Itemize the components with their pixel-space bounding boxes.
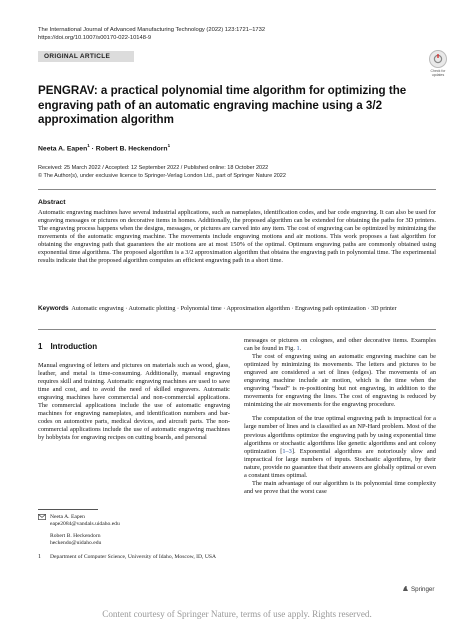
author-name[interactable]: Neeta A. Eapen: [38, 145, 88, 153]
publication-dates: [38, 164, 286, 180]
check-updates-button[interactable]: [426, 50, 450, 77]
paragraph-text: .: [299, 345, 302, 353]
contact-name: Robert B. Heckendorn: [50, 532, 101, 539]
journal-header: [38, 26, 265, 42]
section-number: 1: [38, 342, 43, 351]
doi-link[interactable]: https://doi.org/10.1007/s00170-022-10148-9: [38, 35, 152, 41]
springer-horse-icon: [402, 585, 409, 594]
affiliation-text: Department of Computer Science, University of Idaho, Moscow, ID, USA: [50, 553, 217, 560]
author-list: [38, 143, 170, 152]
check-updates-icon: [429, 50, 447, 68]
paragraph: [244, 337, 436, 353]
affiliation-block: [38, 554, 228, 561]
figure-link[interactable]: 1: [296, 345, 300, 353]
section-title: Introduction: [50, 342, 98, 351]
paragraph: The cost of engraving using an automatic engraving machine can be optimized by minimizing its movements. The letters and pictures to be engraved are considered a set of lines (edges). The movements of an engraving machine include air motion, which is the time when the engraving “head” is re-positioning but not engraving, in addition to the movements for engraving the lines. The cost of engraving is reduced by minimizing the air movements for the engraving procedure.: [244, 353, 436, 409]
affiliation-number: 1: [38, 553, 41, 560]
left-column: [38, 362, 230, 442]
paragraph-text: The computation of the true optimal engraving path is impractical for a large number of lines and is classified as an NP-Hard problem. Most of the previous algorithms optimize the engraving path by using exponential time algorithms or stochastic algorithms like genetic algorithms and ant colony optimization [: [244, 415, 436, 455]
affiliation-marker: 1: [87, 143, 90, 148]
right-column: [244, 337, 436, 496]
keywords: [38, 305, 436, 313]
keywords-text: Automatic engraving · Automatic plotting · Polynomial time · Approximation algorithm · Engraving path optimization · 3D printer: [71, 305, 397, 312]
abstract-heading: Abstract: [38, 199, 66, 206]
contact-block: [38, 514, 228, 548]
publisher-logo: [402, 585, 434, 594]
keywords-label: Keywords: [38, 305, 69, 312]
paragraph-text: messages or pictures on colognes, and other decorative items. Examples can be found in Fig.: [244, 337, 436, 353]
divider: [38, 189, 436, 190]
author-separator: ·: [89, 145, 96, 153]
contact-name: Neeta A. Eapen: [50, 514, 85, 520]
abstract-text: Automatic engraving machines have several industrial applications, such as nameplates, identification codes, and bar code engraving. It can also be used for engraving messages or pictures on decorative items in homes. Additionally, the proposed algorithm can be extended for obtaining the paths for 3D printers. The engraving process happens when the designs, messages, or pictures are carved into any item. The cost of engraving can be optimized by minimizing the movements of the automatic engraving machine. The movements include engraving motions and air motions. This work proposes a fast algorithm for obtaining the engraving path that guarantees the air motions are at most 150% of the optimal. Optimum engraving paths are commonly obtained using exponential time algorithms. The proposed algorithm is a 3/2 approximation algorithm that obtains the engraving path in polynomial time. The experimental results indicate that the proposed algorithm computes an efficient engraving path in a short time.: [38, 209, 436, 265]
reference-link[interactable]: 1–3: [282, 447, 292, 455]
paragraph-text: ]. Exponential algorithms are notoriously slow and impractical for large numbers of inputs. Stochastic algorithms, by their nature, provide no guarantee that their answers are globally optimal or even a constant times optimal.: [244, 447, 437, 479]
affiliation-marker: 1: [167, 143, 171, 148]
publisher-name: Springer: [411, 586, 435, 593]
courtesy-notice: Content courtesy of Springer Nature, terms of use apply. Rights reserved.: [102, 609, 372, 619]
contact-email[interactable]: heckendo@uidaho.edu: [50, 540, 102, 547]
journal-citation: The International Journal of Advanced Manufacturing Technology (2022) 123:1721–1732: [38, 27, 266, 33]
paragraph: Manual engraving of letters and pictures on materials such as wood, glass, leather, and metal is time-consuming. Additionally, manual engraving requires skill and training. Automatic engraving machines are used to save time and cost, and to avoid the need of skilled engravers. Automatic engraving machines have commercial and non-commercial applications. The commercial applications include the use of automatic engraving machines for engraving nameplates, and identification numbers and bar-codes on automotive parts, medical devices, and aircraft parts. The non-commercial applications include the use of automatic engraving machines by hobbyists for engraving recipes on cutting boards, and personal: [38, 362, 230, 442]
copyright-line: © The Author(s), under exclusive licence to Springer-Verlag London Ltd., part of Springer Nature 2022: [38, 173, 286, 179]
check-updates-label: Check for updates: [430, 69, 446, 77]
author-name[interactable]: Robert B. Heckendorn: [95, 145, 168, 153]
section-heading: [38, 342, 97, 351]
paper-title: PENGRAV: a practical polynomial time algorithm for optimizing the engraving path of an automatic engraving machine using a 3/2 approximation algorithm: [38, 84, 407, 126]
paragraph: [244, 415, 436, 479]
paragraph: The main advantage of our algorithm is its polynomial time complexity and we prove that the worst case: [244, 479, 436, 495]
footnotes: [38, 514, 228, 561]
footnote-divider: [38, 509, 98, 510]
dates-line: Received: 25 March 2022 / Accepted: 12 September 2022 / Published online: 18 October 2022: [38, 165, 269, 171]
divider: [38, 329, 436, 330]
contact-email[interactable]: eape2084@vandals.uidaho.edu: [50, 521, 120, 528]
article-type-badge: ORIGINAL ARTICLE: [38, 51, 134, 62]
envelope-icon: [38, 514, 50, 548]
